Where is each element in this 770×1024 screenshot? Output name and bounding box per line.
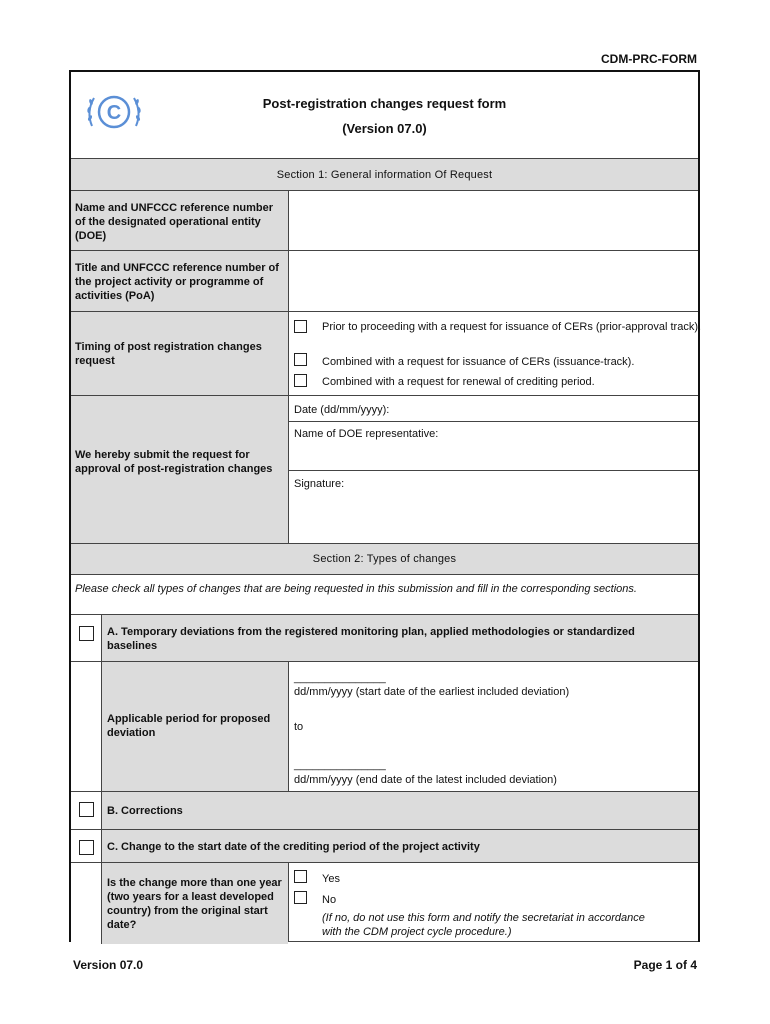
- start-date-hint: dd/mm/yyyy (start date of the earliest included deviation): [294, 686, 570, 698]
- section1-heading-row: [71, 159, 698, 191]
- form-code: CDM-PRC-FORM: [601, 52, 697, 66]
- change-c-label-cell: [101, 830, 698, 862]
- submit-row: [71, 396, 698, 544]
- title-label: Title and UNFCCC reference number of the project activity or programme of activities (PoA): [75, 262, 279, 302]
- period-label: Applicable period for proposed deviation: [107, 713, 271, 739]
- start-date-blank[interactable]: _______________: [294, 672, 386, 684]
- c-yes-label: Yes: [322, 873, 340, 885]
- timing-issuance-checkbox[interactable]: [294, 353, 307, 366]
- c-answer-cell: [288, 863, 698, 942]
- timing-renewal-checkbox[interactable]: [294, 374, 307, 387]
- change-c-row: [71, 830, 698, 863]
- instruction-text: Please check all types of changes that are being requested in this submission and fill in the corresponding sections.: [75, 583, 637, 595]
- change-b-row: [71, 792, 698, 830]
- footer-page: Page 1 of 4: [633, 958, 697, 972]
- doe-rep-field[interactable]: [289, 421, 698, 471]
- c-question-cell: [101, 863, 288, 944]
- change-c-label: C. Change to the start date of the crediting period of the project activity: [107, 841, 480, 853]
- form-version-line: (Version 07.0): [342, 121, 427, 136]
- logo-letter: C: [106, 102, 122, 124]
- c-no-note: (If no, do not use this form and notify the secretariat in accordance with the CDM project cycle procedure.): [322, 912, 645, 938]
- period-row: [71, 662, 698, 792]
- timing-label-cell: [71, 312, 288, 395]
- section1-heading: Section 1: General information Of Request: [276, 169, 493, 181]
- title-row: [71, 251, 698, 312]
- change-a-label: A. Temporary deviations from the registered monitoring plan, applied methodologies or standardized baselines: [107, 626, 635, 652]
- signature-field[interactable]: [289, 470, 698, 543]
- timing-issuance-label: Combined with a request for issuance of CERs (issuance-track).: [322, 356, 635, 368]
- submit-fields: [288, 396, 698, 543]
- timing-label: Timing of post registration changes request: [75, 341, 262, 367]
- c-no-label: No: [322, 894, 337, 906]
- change-a-row: [71, 615, 698, 662]
- c-question-label: Is the change more than one year (two years for a least developed country) from the original start date?: [107, 877, 282, 931]
- change-b-checkbox[interactable]: [79, 802, 94, 817]
- end-date-hint: dd/mm/yyyy (end date of the latest included deviation): [294, 774, 557, 786]
- timing-prior-checkbox[interactable]: [294, 320, 307, 333]
- footer-version: Version 07.0: [73, 958, 144, 972]
- timing-renewal-label: Combined with a request for renewal of crediting period.: [322, 376, 595, 388]
- doe-row: [71, 191, 698, 251]
- timing-prior-label: Prior to proceeding with a request for issuance of CERs (prior-approval track).: [322, 321, 702, 333]
- timing-row: [71, 312, 702, 396]
- doe-input[interactable]: [288, 191, 698, 250]
- change-a-checkbox[interactable]: [79, 626, 94, 641]
- date-field[interactable]: [289, 396, 698, 422]
- submit-label-cell: [71, 396, 288, 543]
- change-b-label-cell: [101, 792, 698, 829]
- change-b-label: B. Corrections: [107, 805, 183, 817]
- section2-heading-row: [71, 544, 698, 575]
- c-question-row: [71, 863, 698, 944]
- c-no-checkbox[interactable]: [294, 891, 307, 904]
- period-fields: [288, 662, 698, 791]
- instruction-row: [71, 575, 698, 615]
- change-a-label-cell: [101, 615, 698, 661]
- doe-rep-label: Name of DOE representative:: [294, 428, 439, 440]
- to-text: to: [294, 721, 304, 733]
- title-input[interactable]: [288, 251, 698, 311]
- end-date-blank[interactable]: _______________: [294, 759, 386, 771]
- signature-label: Signature:: [294, 478, 345, 490]
- form-frame: [69, 70, 700, 942]
- c-yes-checkbox[interactable]: [294, 870, 307, 883]
- timing-options: [288, 312, 702, 395]
- title-label-cell: [71, 251, 288, 311]
- doe-label-cell: [71, 191, 288, 250]
- submit-label: We hereby submit the request for approval of post-registration changes: [75, 449, 273, 475]
- period-label-cell: [101, 662, 288, 791]
- doe-label: Name and UNFCCC reference number of the designated operational entity (DOE): [75, 202, 274, 242]
- date-label: Date (dd/mm/yyyy):: [294, 404, 390, 416]
- section2-heading: Section 2: Types of changes: [312, 553, 457, 565]
- form-title: Post-registration changes request form: [262, 96, 507, 111]
- form-header: [71, 72, 698, 159]
- change-c-checkbox[interactable]: [79, 840, 94, 855]
